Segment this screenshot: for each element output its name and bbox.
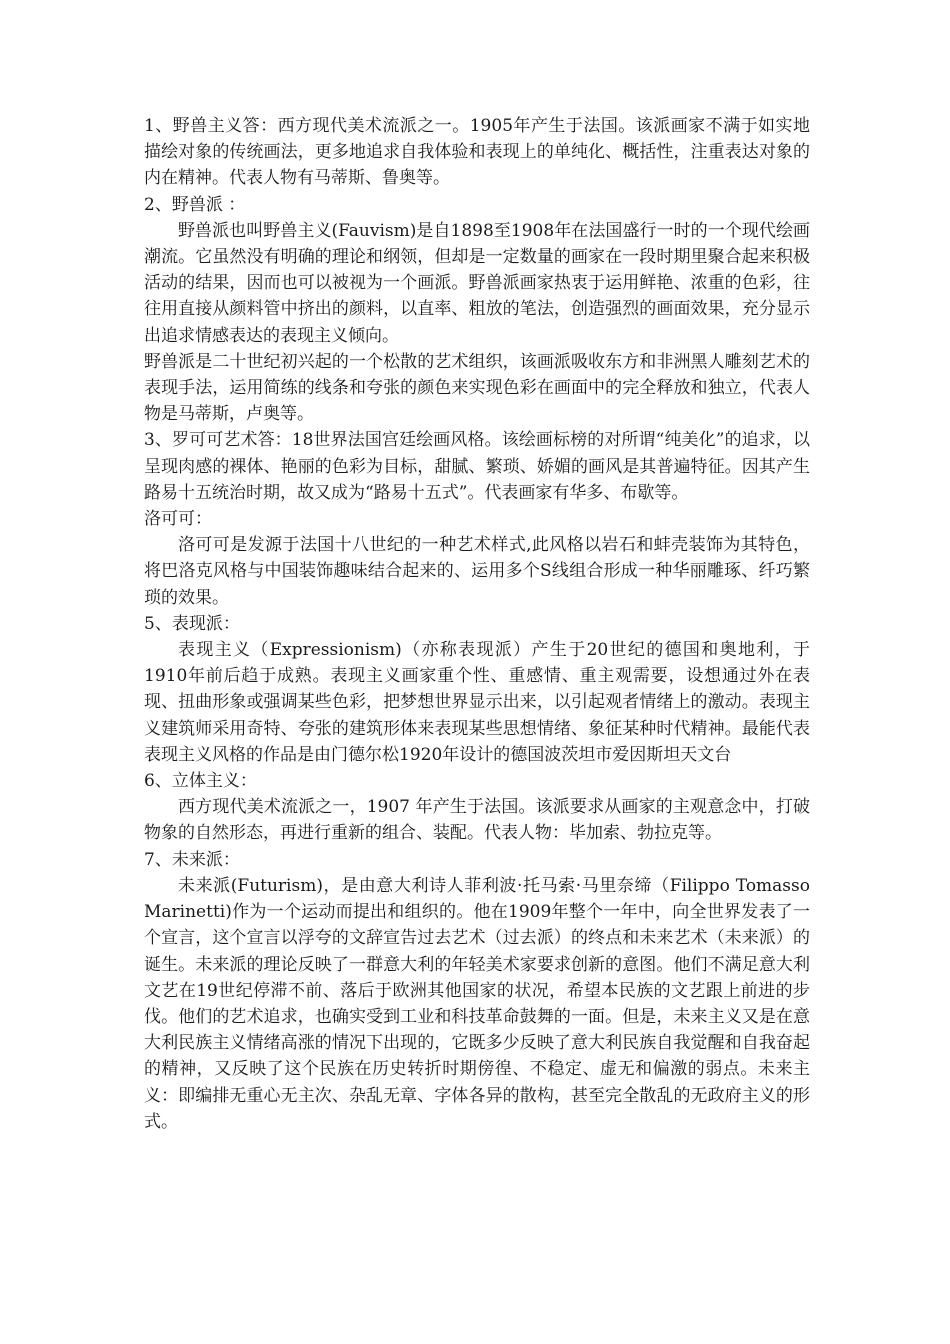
paragraph-expressionism-description: 表现主义（Expressionism)（亦称表现派）产生于20世纪的德国和奥地利，于1910年前后趋于成熟。表现主义画家重个性、重感情、重主观需要，设想通过外在表现、扭曲形象或强调某些色彩，把梦想世界显示出来，以引起观者情绪上的激动。表现主义建筑师采用奇特、夸张的建筑形体来表现某些思想情绪、象征某种时代精神。最能代表表现主义风格的作品是由门德尔松1920年设计的德国波茨坦市爱因斯坦天文台 xyxy=(144,640,810,765)
paragraph-fauvism-summary: 野兽派是二十世纪初兴起的一个松散的艺术组织，该画派吸收东方和非洲黑人雕刻艺术的表现手法，运用简练的线条和夸张的颜色来实现色彩在画面中的完全释放和独立，代表人物是马蒂斯，卢奥等。 xyxy=(144,351,810,425)
paragraph-futurism-description: 未来派(Futurism)，是由意大利诗人菲利波·托马索·马里奈缔（Filippo Tomasso Marinetti)作为一个运动而提出和组织的。他在1909年整个一年中，向全世界发表了一个宣言，这个宣言以浮夸的文辞宣告过去艺术（过去派）的终点和未来艺术（未来派）的诞生。未来派的理论反映了一群意大利的年轻美术家要求创新的意图。他们不满足意大利文艺在19世纪停滞不前、落后于欧洲其他国家的状况，希望本民族的文艺跟上前进的步伐。他们的艺术追求，也确实受到工业和科技革命鼓舞的一面。但是，未来主义又是在意大利民族主义情绪高涨的情况下出现的，它既多少反映了意大利民族自我觉醒和自我奋起的精神，又反映了这个民族在历史转折时期傍徨、不稳定、虚无和偏激的弱点。未来主义：即编排无重心无主次、杂乱无章、字体各异的散构，甚至完全散乱的无政府主义的形式。 xyxy=(144,875,810,1132)
paragraph-fauvism-description: 野兽派也叫野兽主义(Fauvism)是自1898至1908年在法国盛行一时的一个现代绘画潮流。它虽然没有明确的理论和纲领，但却是一定数量的画家在一段时期里聚合起来积极活动的结果，因而也可以被视为一个画派。野兽派画家热衷于运用鲜艳、浓重的色彩，往往用直接从颜料管中挤出的颜料，以直率、粗放的笔法，创造强烈的画面效果，充分显示出追求情感表达的表现主义倾向。 xyxy=(144,220,810,346)
heading-fauvism: 2、野兽派 ： xyxy=(144,194,246,215)
heading-expressionism: 5、表现派： xyxy=(144,613,240,634)
paragraph-rococo-description: 洛可可是发源于法国十八世纪的一种艺术样式,此风格以岩石和蚌壳装饰为其特色，将巴洛克风格与中国装饰趣味结合起来的、运用多个S线组合形成一种华丽雕琢、纤巧繁琐的效果。 xyxy=(144,535,810,608)
document-body xyxy=(144,113,810,1135)
heading-rococo: 洛可可： xyxy=(144,509,212,530)
paragraph-fauvism-answer: 1、野兽主义答：西方现代美术流派之一。1905年产生于法国。该派画家不满于如实地描绘对象的传统画法，更多地追求自我体验和表现上的单纯化、概括性，注重表达对象的内在精神。代表人物有马蒂斯、鲁奥等。 xyxy=(144,116,810,189)
heading-cubism: 6、立体主义： xyxy=(144,771,257,792)
paragraph-rococo-answer: 3、罗可可艺术答：18世界法国宫廷绘画风格。该绘画标榜的对所谓“纯美化”的追求，以呈现肉感的裸体、艳丽的色彩为目标，甜腻、繁琐、娇媚的画风是其普遍特征。因其产生路易十五统治时期，故又成为“路易十五式”。代表画家有华多、布歇等。 xyxy=(144,430,810,503)
heading-futurism: 7、未来派： xyxy=(144,849,240,870)
paragraph-cubism-description: 西方现代美术流派之一，1907 年产生于法国。该派要求从画家的主观意念中，打破物象的自然形态，再进行重新的组合、装配。代表人物：毕加索、勃拉克等。 xyxy=(144,797,810,844)
